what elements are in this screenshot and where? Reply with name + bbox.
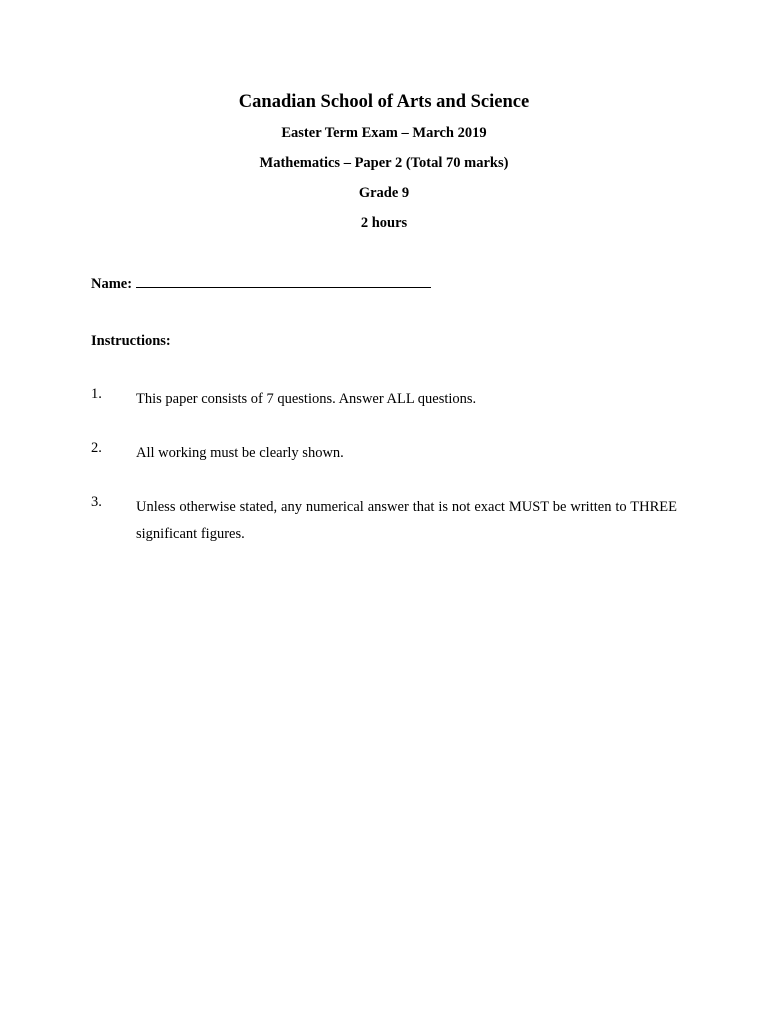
instruction-number: 1. xyxy=(91,386,102,402)
exam-duration: 2 hours xyxy=(360,215,408,231)
name-label: Name: xyxy=(91,276,133,292)
instruction-number: 3. xyxy=(91,494,102,510)
exam-grade: Grade 9 xyxy=(358,185,410,201)
instruction-text: Unless otherwise stated, any numerical answer that is not exact MUST be written to THREE significant figures. xyxy=(136,499,677,542)
instruction-text: All working must be clearly shown. xyxy=(136,445,344,461)
instructions-heading: Instructions: xyxy=(91,333,171,349)
candidate-name-row xyxy=(91,273,431,293)
instruction-text: This paper consists of 7 questions. Answer ALL questions. xyxy=(136,391,477,407)
name-blank-line xyxy=(136,273,431,288)
exam-term: Easter Term Exam – March 2019 xyxy=(281,125,487,141)
exam-subject: Mathematics – Paper 2 (Total 70 marks) xyxy=(259,155,509,171)
instruction-number: 2. xyxy=(91,440,102,456)
school-name: Canadian School of Arts and Science xyxy=(238,92,530,112)
